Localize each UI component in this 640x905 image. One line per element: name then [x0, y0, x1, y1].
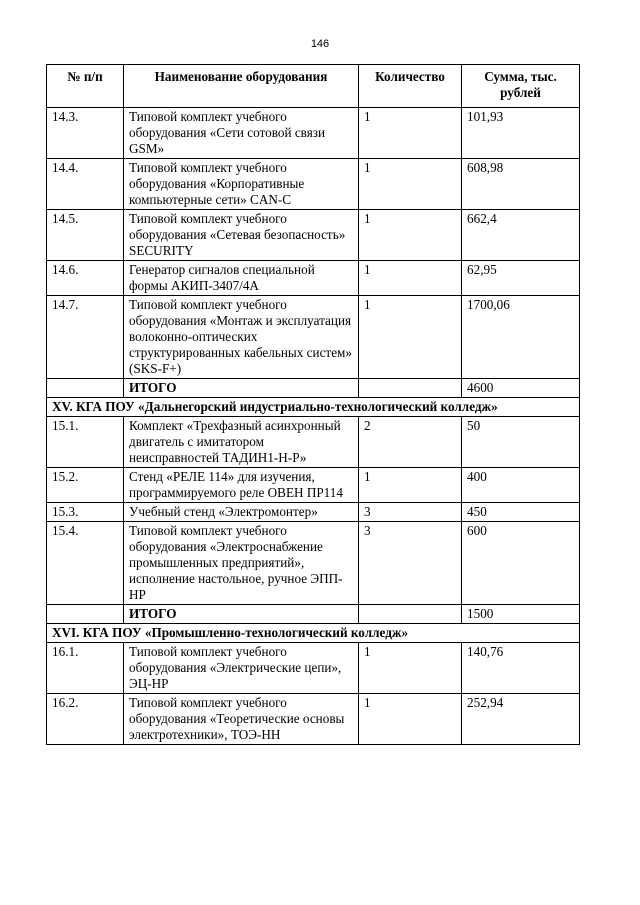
header-row — [47, 65, 580, 108]
row-equipment-name: Типовой комплект учебного оборудования «Сети сотовой связи GSM» — [124, 108, 359, 159]
row-equipment-name: Типовой комплект учебного оборудования «Корпоративные компьютерные сети» CAN-C — [124, 159, 359, 210]
row-quantity: 1 — [359, 296, 462, 379]
row-quantity: 1 — [359, 261, 462, 296]
row-number: 14.6. — [47, 261, 124, 296]
section-title: XVI. КГА ПОУ «Промышленно-технологический колледж» — [47, 624, 580, 643]
row-sum: 600 — [462, 522, 580, 605]
row-number: 15.3. — [47, 503, 124, 522]
row-equipment-name: Стенд «РЕЛЕ 114» для изучения, программируемого реле ОВЕН ПР114 — [124, 468, 359, 503]
row-number: 15.2. — [47, 468, 124, 503]
table-row — [47, 643, 580, 694]
total-qty-cell — [359, 379, 462, 398]
table-row — [47, 503, 580, 522]
row-number: 14.4. — [47, 159, 124, 210]
row-equipment-name: Типовой комплект учебного оборудования «Сетевая безопасность» SECURITY — [124, 210, 359, 261]
row-quantity: 1 — [359, 210, 462, 261]
row-sum: 252,94 — [462, 694, 580, 745]
header-qty: Количество — [359, 65, 462, 108]
total-qty-cell — [359, 605, 462, 624]
table-row — [47, 261, 580, 296]
row-sum: 608,98 — [462, 159, 580, 210]
row-quantity: 1 — [359, 108, 462, 159]
row-number: 14.5. — [47, 210, 124, 261]
row-equipment-name: Типовой комплект учебного оборудования «Электроснабжение промышленных предприятий», исполнение настольное, ручное ЭПП-НР — [124, 522, 359, 605]
row-sum: 450 — [462, 503, 580, 522]
row-quantity: 1 — [359, 643, 462, 694]
row-quantity: 1 — [359, 694, 462, 745]
row-equipment-name: Типовой комплект учебного оборудования «Теоретические основы электротехники», ТОЭ-НН — [124, 694, 359, 745]
row-equipment-name: Учебный стенд «Электромонтер» — [124, 503, 359, 522]
total-sum: 1500 — [462, 605, 580, 624]
row-quantity: 1 — [359, 468, 462, 503]
row-equipment-name: Генератор сигналов специальной формы АКИП-3407/4А — [124, 261, 359, 296]
table-row — [47, 522, 580, 605]
row-equipment-name: Комплект «Трехфазный асинхронный двигатель с имитатором неисправностей ТАДИН1-Н-Р» — [124, 417, 359, 468]
table-row — [47, 417, 580, 468]
total-label: ИТОГО — [124, 605, 359, 624]
total-empty-cell — [47, 379, 124, 398]
row-quantity: 3 — [359, 503, 462, 522]
table-row — [47, 108, 580, 159]
header-num: № п/п — [47, 65, 124, 108]
row-sum: 1700,06 — [462, 296, 580, 379]
row-equipment-name: Типовой комплект учебного оборудования «Монтаж и эксплуатация волоконно-оптических структурированных кабельных систем» (SKS-F+) — [124, 296, 359, 379]
row-sum: 662,4 — [462, 210, 580, 261]
total-row — [47, 605, 580, 624]
section-title: XV. КГА ПОУ «Дальнегорский индустриально-технологический колледж» — [47, 398, 580, 417]
table-header — [47, 65, 580, 108]
equipment-table — [46, 64, 580, 745]
section-row — [47, 624, 580, 643]
row-number: 16.2. — [47, 694, 124, 745]
total-row — [47, 379, 580, 398]
total-sum: 4600 — [462, 379, 580, 398]
row-number: 14.7. — [47, 296, 124, 379]
row-sum: 101,93 — [462, 108, 580, 159]
row-sum: 62,95 — [462, 261, 580, 296]
row-quantity: 2 — [359, 417, 462, 468]
row-number: 14.3. — [47, 108, 124, 159]
row-quantity: 3 — [359, 522, 462, 605]
page-number: 146 — [310, 38, 330, 50]
row-sum: 140,76 — [462, 643, 580, 694]
table-body — [47, 108, 580, 745]
table-row — [47, 694, 580, 745]
row-sum: 400 — [462, 468, 580, 503]
total-empty-cell — [47, 605, 124, 624]
row-number: 15.4. — [47, 522, 124, 605]
section-row — [47, 398, 580, 417]
table-row — [47, 468, 580, 503]
row-equipment-name: Типовой комплект учебного оборудования «Электрические цепи», ЭЦ-НР — [124, 643, 359, 694]
header-sum: Сумма, тыс. рублей — [462, 65, 580, 108]
table-row — [47, 210, 580, 261]
table-row — [47, 159, 580, 210]
header-name: Наименование оборудования — [124, 65, 359, 108]
total-label: ИТОГО — [124, 379, 359, 398]
row-sum: 50 — [462, 417, 580, 468]
table-row — [47, 296, 580, 379]
row-number: 15.1. — [47, 417, 124, 468]
row-number: 16.1. — [47, 643, 124, 694]
row-quantity: 1 — [359, 159, 462, 210]
